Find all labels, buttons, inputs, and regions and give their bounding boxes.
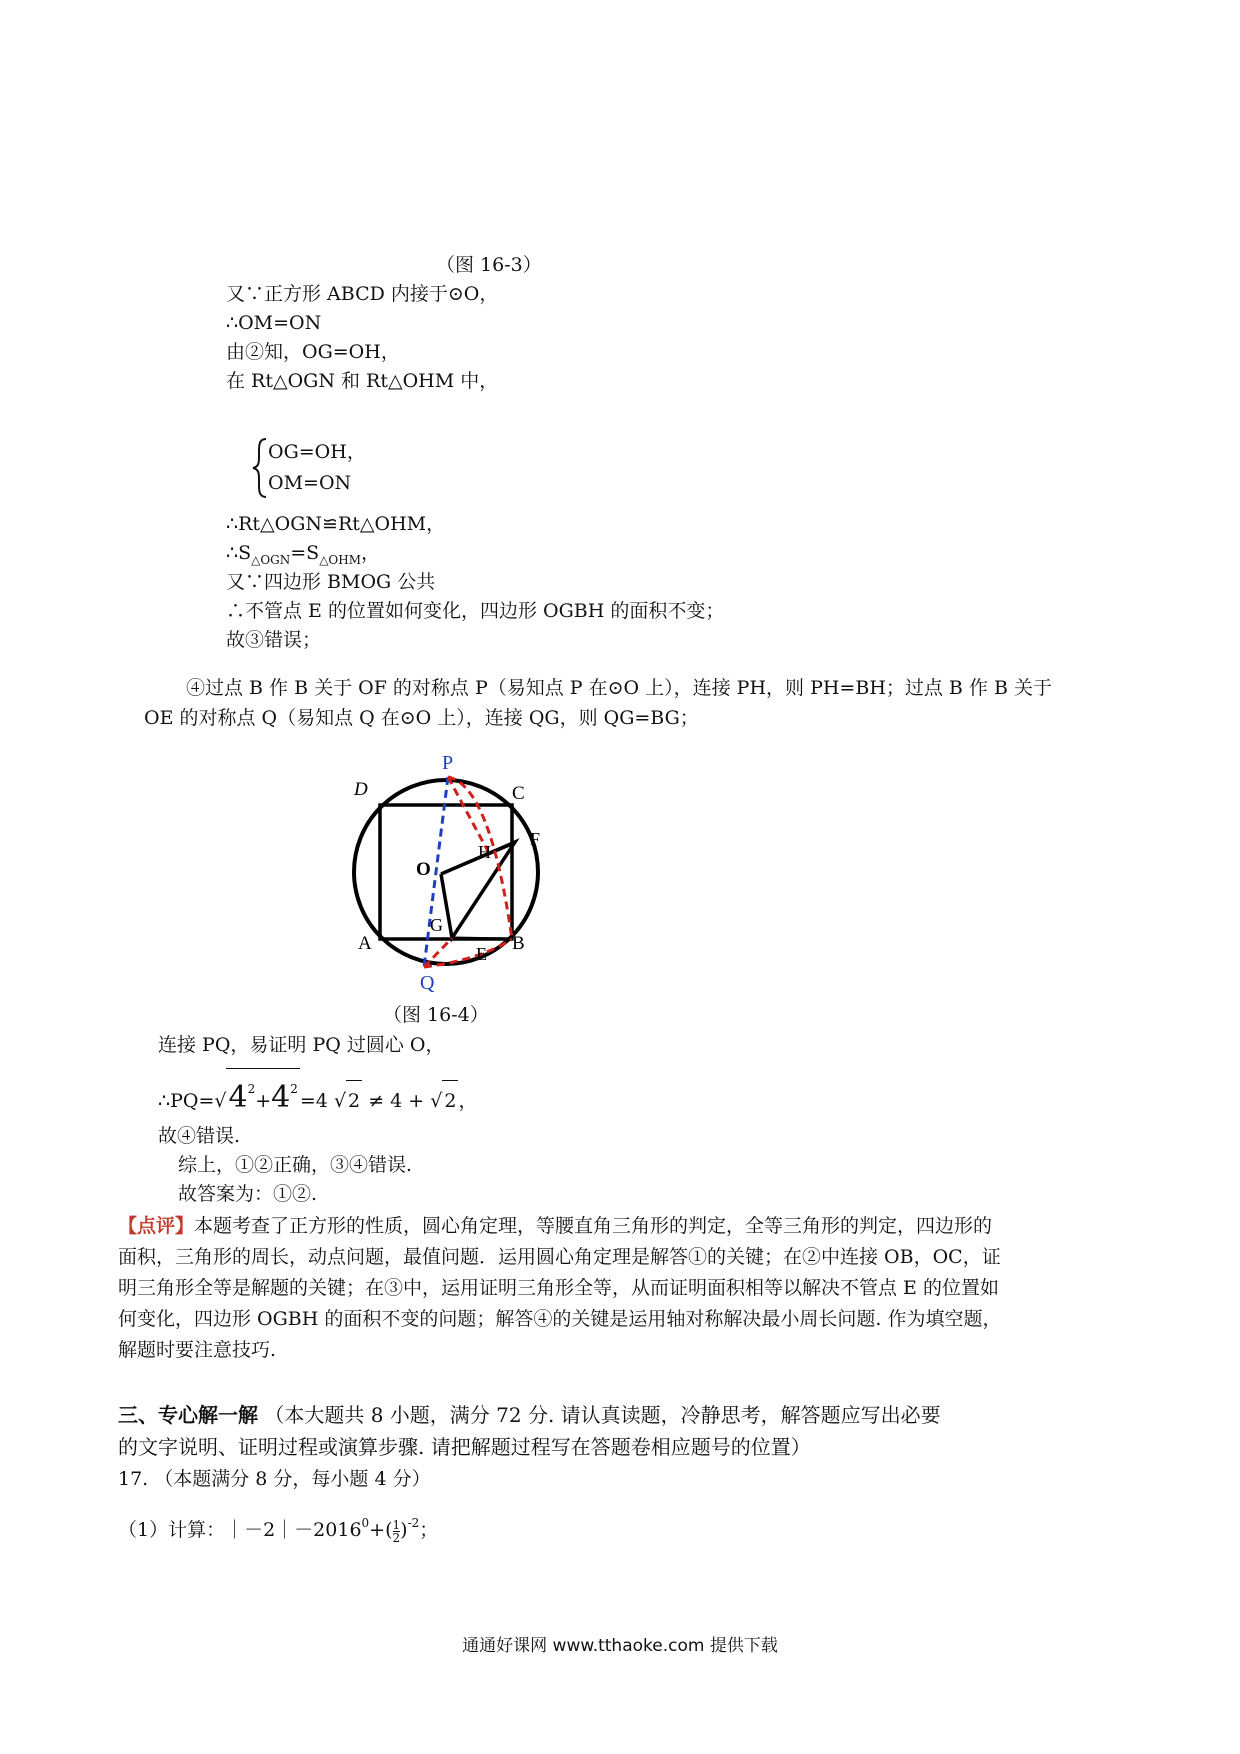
label-p: P <box>442 752 454 774</box>
proof-line: 又∵四边形 BMOG 公共 <box>226 571 436 593</box>
proof4-line: ④过点 B 作 B 关于 OF 的对称点 P（易知点 P 在⊙O 上），连接 PH，则 PH=BH；过点 B 作 B 关于 <box>186 677 1052 699</box>
label-b: B <box>512 933 525 954</box>
label-q: Q <box>420 972 435 994</box>
proof-line: 由②知，OG=OH， <box>226 341 400 363</box>
figure-16-4-caption: （图 16-4） <box>383 1004 489 1026</box>
after-fig-line: 连接 PQ，易证明 PQ 过圆心 O， <box>158 1034 445 1056</box>
brace-line: OG=OH， <box>268 441 366 463</box>
proof-line: ∴不管点 E 的位置如何变化，四边形 OGBH 的面积不变； <box>226 600 725 622</box>
comment-line: 明三角形全等是解题的关键；在③中，运用证明三角形全等，从而证明面积相等以解决不管点 E 的位置如 <box>118 1277 999 1299</box>
left-brace-icon <box>252 437 268 499</box>
comment-line: 解题时要注意技巧. <box>118 1339 277 1361</box>
comment-tag: 【点评】 <box>118 1215 195 1237</box>
label-d: D <box>354 779 368 800</box>
comment-line: 【点评】本题考查了正方形的性质，圆心角定理，等腰直角三角形的判定，全等三角形的判定，四边形的 <box>118 1215 993 1237</box>
proof-line: 故③错误； <box>226 629 322 651</box>
segment-gb <box>452 938 512 939</box>
figure-16-4 <box>340 745 580 995</box>
proof-line: 又∵正方形 ABCD 内接于⊙O， <box>226 283 499 305</box>
proof-line: ∴OM=ON <box>226 312 322 334</box>
pq-formula: $\therefore PQ=√4^2+4^2=4$ √ 2 ≠ 4 + √ 2 ， <box>158 1068 477 1121</box>
label-c: C <box>512 783 525 804</box>
page-footer: 通通好课网 www.tthaoke.com 提供下载 <box>462 1636 778 1656</box>
proof-line: 在 Rt△OGN 和 Rt△OHM 中， <box>226 370 499 392</box>
comment-line: 何变化，四边形 OGBH 的面积不变的问题；解答④的关键是运用轴对称解决最小周长问题. 作为填空题， <box>118 1308 1002 1330</box>
brace-line: OM=ON <box>268 472 352 494</box>
after-fig-line: 故答案为：①②. <box>178 1183 318 1205</box>
figure-16-3-caption: （图 16-3） <box>436 254 542 276</box>
after-fig-line: 故④错误. <box>158 1125 241 1147</box>
comment-line: 面积，三角形的周长，动点问题，最值问题．运用圆心角定理是解答①的关键；在②中连接 OB，OC，证 <box>118 1246 1001 1268</box>
label-e: E <box>476 944 487 964</box>
section-3-heading: 三、专心解一解 （本大题共 8 小题，满分 72 分. 请认真读题，冷静思考，解答题应写出必要 <box>118 1403 941 1427</box>
label-o: O <box>416 859 431 880</box>
question-17-1: （1）计算：$|-2|-2016^0+$( $\frac{1}{2}$ )$^{-2}$； <box>118 1516 439 1545</box>
label-a: A <box>358 933 372 954</box>
label-g: G <box>430 915 443 935</box>
proof-line: ∴Rt△OGN≌Rt△OHM， <box>226 513 446 535</box>
label-f: F <box>530 829 541 849</box>
label-h: H <box>478 842 491 862</box>
proof4-line: OE 的对称点 Q（易知点 Q 在⊙O 上），连接 QG，则 QG=BG； <box>144 707 699 729</box>
proof-line-area: $\therefore S_{\triangle OGN}=S_{\triangle OHM}$， <box>226 542 381 567</box>
question-17: 17. （本题满分 8 分，每小题 4 分） <box>118 1468 431 1490</box>
after-fig-line: 综上，①②正确，③④错误. <box>178 1154 413 1176</box>
section-3-desc: 的文字说明、证明过程或演算步骤. 请把解题过程写在答题卷相应题号的位置） <box>118 1435 811 1459</box>
